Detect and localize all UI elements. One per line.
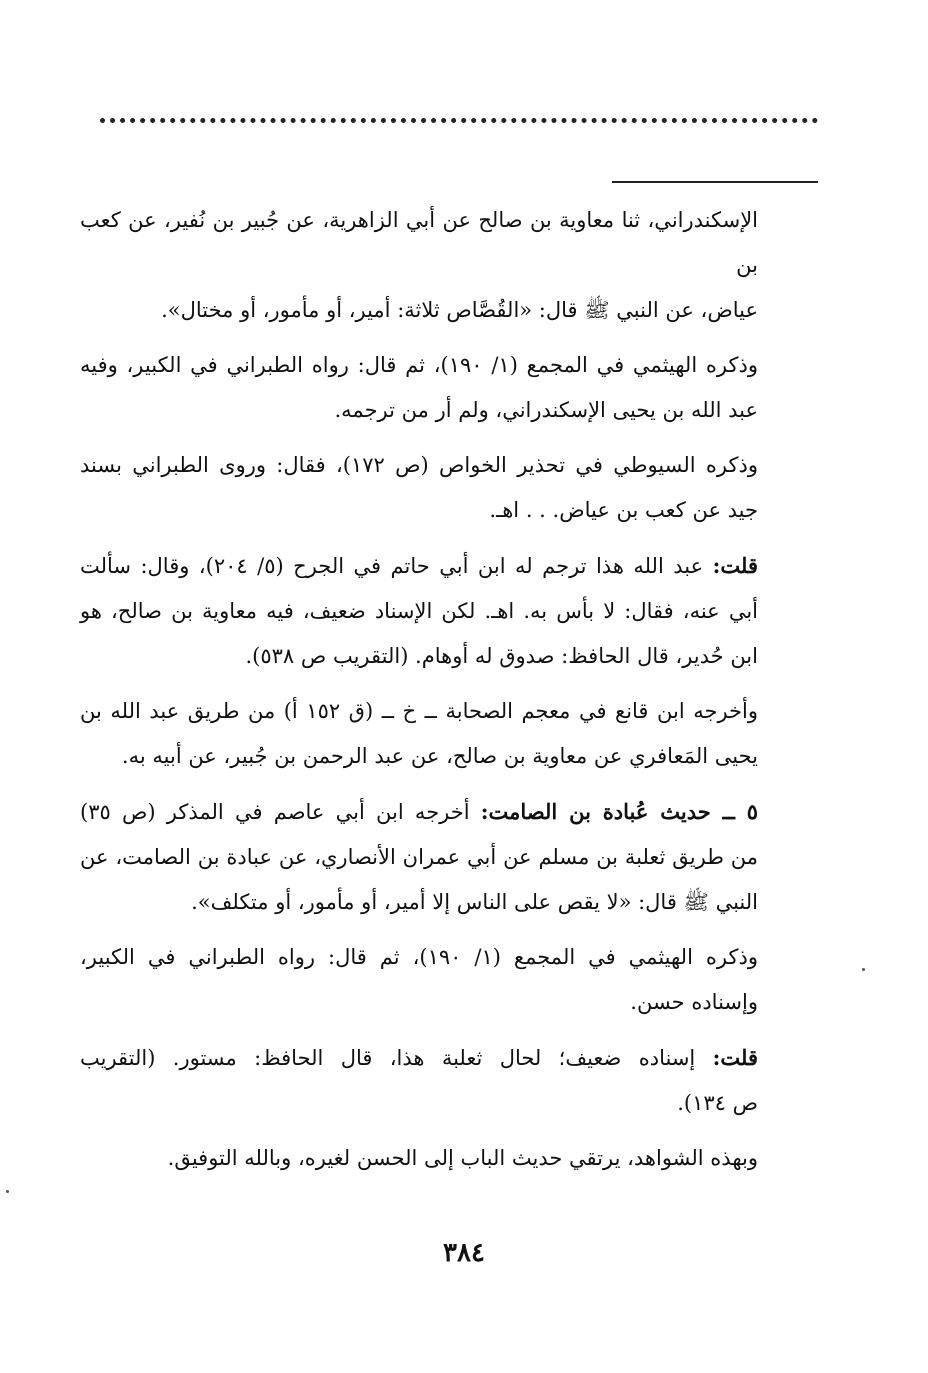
text-line: عبد الله بن يحيى الإسكندراني، ولم أر من ترجمه.	[334, 398, 758, 422]
paragraph	[80, 1136, 818, 1181]
scan-speck	[862, 968, 865, 971]
paragraph	[80, 343, 818, 433]
text-line: وذكره الهيثمي في المجمع (١/ ١٩٠)، ثم قال: رواه الطبراني في الكبير،	[80, 945, 758, 969]
text-line: عياض، عن النبي ﷺ قال: «القُصَّاص ثلاثة: أمير، أو مأمور، أو مختال».	[161, 298, 758, 322]
text-run: عبد الله هذا ترجم له ابن أبي حاتم في الجرح (٥/ ٢٠٤)، وقال: سألت	[80, 554, 713, 578]
text-run: إسناده ضعيف؛ لحال ثعلبة هذا، قال الحافظ: مستور. (التقريب	[80, 1046, 713, 1070]
text-line: ص ١٣٤).	[677, 1091, 758, 1115]
paragraph	[80, 443, 818, 533]
footnote-rule	[612, 181, 818, 183]
lead-phrase: قلت:	[712, 553, 758, 578]
paragraph	[80, 198, 818, 333]
dotted-separator	[100, 118, 818, 131]
text-line: جيد عن كعب بن عياض. . . اهـ.	[489, 498, 758, 522]
text-line: الإسكندراني، ثنا معاوية بن صالح عن أبي الزاهرية، عن جُبير بن نُفير، عن كعب بن	[80, 208, 758, 277]
text-line: من طريق ثعلبة بن مسلم عن أبي عمران الأنصاري، عن عبادة بن الصامت، عن	[80, 845, 758, 869]
lead-phrase: قلت:	[712, 1045, 758, 1070]
paragraph	[80, 543, 818, 679]
text-line: وإسناده حسن.	[630, 990, 758, 1014]
text-run: أخرجه ابن أبي عاصم في المذكر (ص ٣٥)	[80, 800, 481, 824]
text-line: أبي عنه، فقال: لا بأس به. اهـ. لكن الإسناد ضعيف، فيه معاوية بن صالح، هو	[80, 599, 758, 623]
text-line: وذكره السيوطي في تحذير الخواص (ص ١٧٢)، فقال: وروى الطبراني بسند	[80, 453, 758, 477]
scan-speck	[6, 1190, 9, 1193]
text-line: وذكره الهيثمي في المجمع (١/ ١٩٠)، ثم قال: رواه الطبراني في الكبير، وفيه	[80, 353, 758, 377]
footnote-text	[80, 198, 818, 1191]
paragraph	[80, 1035, 818, 1126]
paragraph	[80, 935, 818, 1025]
text-line	[80, 789, 758, 835]
paragraph	[80, 689, 818, 779]
text-line: وبهذه الشواهد، يرتقي حديث الباب إلى الحسن لغيره، وبالله التوفيق.	[167, 1146, 758, 1170]
text-line: النبي ﷺ قال: «لا يقص على الناس إلا أمير، أو مأمور، أو متكلف».	[191, 890, 758, 914]
text-line: ابن حُدير، قال الحافظ: صدوق له أوهام. (التقريب ص ٥٣٨).	[245, 644, 758, 668]
page-number: ٣٨٤	[443, 1238, 485, 1268]
text-line: يحيى المَعافري عن معاوية بن صالح، عن عبد الرحمن بن جُبير، عن أبيه به.	[121, 744, 758, 768]
text-line	[80, 1035, 758, 1081]
text-line: وأخرجه ابن قانع في معجم الصحابة ــ خ ــ (ق ١٥٢ أ) من طريق عبد الله بن	[80, 699, 758, 723]
text-line	[80, 543, 758, 589]
section-heading: ٥ ــ حديث عُبادة بن الصامت:	[480, 799, 759, 824]
paragraph	[80, 789, 818, 925]
